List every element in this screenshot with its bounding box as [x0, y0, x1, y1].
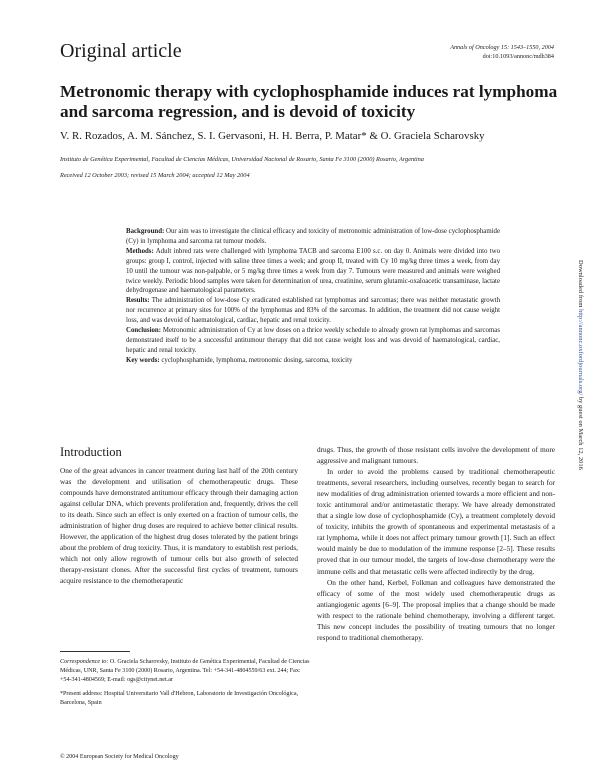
conclusion-label: Conclusion: [126, 327, 161, 335]
results-text: The administration of low-dose Cy eradicated established rat lymphomas and sarcomas; there was neither metastatic growth nor recurrence at primary sites for 100% of the lymphomas and 83% of the sarcomas. In addition, the treatment did not cause weight loss, and was devoid of haematological, cardiac, hepatic and renal toxicity. [126, 297, 500, 325]
paragraph: On the other hand, Kerbel, Folkman and colleagues have demonstrated the efficacy of some of the most widely used chemotherapeutic drugs as antiangiogenic agents [6–9]. The proposal implies that a change should be made with respect to the rationale behind chemotherapy, involving a different target. This new concept includes the possibility of treating tumours that no longer respond to traditional chemotherapy. [317, 578, 555, 642]
keywords-text: cyclophosphamide, lymphoma, metronomic dosing, sarcoma, toxicity [161, 356, 353, 364]
affiliation: Instituto de Genética Experimental, Facultad de Ciencias Médicas, Universidad Nacional de Rosario, Santa Fe 3100 (2000) Rosario, Argentina [60, 156, 424, 163]
abstract-background [126, 227, 500, 247]
paragraph: One of the great advances in cancer treatment during last half of the 20th century was the development and utilisation of chemotherapeutic drugs. These compounds have demonstrated antitumour efficacy through their damaging action against cellular DNA, which prevents proliferation and, frequently, drives the cell to its death. Since such an effect is only exerted on a fraction of tumour cells, the administration of higher drug doses are required to achieve better clinical results. However, the application of the highest drug doses tolerated by the patient brings about the problem of drug toxicity. Thus, it is mandatory to establish rest periods, which not only allow regrowth of tumour cells but also growth of selected therapy-resistant clones. After the successful first cycles of treatment, tumours acquire resistance to the chemotherapeutic [60, 467, 298, 586]
body-column-right [317, 445, 555, 644]
abstract-methods [126, 247, 500, 297]
body-column-left [60, 466, 298, 588]
correspondence-text: O. Graciela Scharovsky, Instituto de Genética Experimental, Facultad de Ciencias Médicas, UNR, Santa Fe 3100 (2000) Rosario, Argentina. Tel: +54-341-4804559/63 ext. 244; Fax: +54-341-4804569; E-mail: ogs@citynet.net.ar [60, 659, 310, 683]
results-label: Results: [126, 297, 150, 305]
journal-citation [450, 43, 554, 61]
article-title: Metronomic therapy with cyclophosphamide induces rat lymphoma and sarcoma regression, and is devoid of toxicity [60, 82, 558, 121]
abstract-conclusion [126, 326, 500, 356]
abstract-results [126, 296, 500, 326]
paragraph: In order to avoid the problems caused by traditional chemotherapeutic treatments, several researchers, including ourselves, recently began to search for new modalities of drug administration oriented towards a more efficient and non-toxic antitumoral and/or antimetastatic therapy. We have already demonstrated that a single low dose of cyclophosphamide (Cy), a treatment completely devoid of toxicity, inhibits the growth of spontaneous and experimental metastasis of a rat lymphoma, while it does not affect primary tumour growth [1]. Such an effect would mainly be due to modulation of the immune response [2–5]. These results proved that in our tumour model, the targets of low-dose chemotherapy were the immune cells and that metastatic cells were affected indirectly by the drug. [317, 468, 555, 576]
copyright: © 2004 European Society for Medical Oncology [60, 754, 179, 760]
side-note-link[interactable]: http://annonc.oxfordjournals.org/ [577, 309, 584, 396]
methods-text: Adult inbred rats were challenged with lymphoma TACB and sarcoma E100 s.c. on day 0. Animals were divided into two groups: group I, control, injected with saline three times a week; and group II, treated with Cy 10 mg/kg three times a week, from day 10 until the tumour was non-palpable, or 5 mg/kg three times a week from day 7. Tumours were measured and animals were weighed twice weekly. Periodic blood samples were taken for determination of urea, creatinine, serum glutamic-oxaloacetic transaminase, lactate dehydrogenase and haematological parameters. [126, 247, 501, 295]
correspondence-label: Correspondence to: [60, 659, 109, 665]
present-address-footnote: *Present address: Hospital Universitario Vall d'Hebron, Laboratorio de Investigación Oncológica, Barcelona, Spain [60, 691, 299, 706]
journal-line: Annals of Oncology 15: 1543–1550, 2004 [450, 44, 554, 51]
section-label: Original article [60, 40, 182, 62]
footnote-divider [60, 651, 130, 652]
methods-label: Methods: [126, 247, 154, 255]
abstract-keywords [126, 356, 500, 366]
abstract [126, 227, 500, 366]
footnotes [60, 658, 310, 713]
introduction-heading: Introduction [60, 445, 122, 459]
keywords-label: Key words: [126, 356, 160, 364]
background-text: Our aim was to investigate the clinical efficacy and toxicity of metronomic administration of low-dose cyclophosphamide (Cy) in lymphoma and sarcoma rat tumour models. [126, 228, 501, 245]
side-note-prefix: Downloaded from [577, 260, 584, 310]
background-label: Background: [126, 228, 165, 235]
paragraph: drugs. Thus, the growth of those resistant cells involve the development of more aggressive and malignant tumours. [317, 446, 555, 466]
publication-dates: Received 12 October 2003; revised 15 March 2004; accepted 12 May 2004 [60, 172, 250, 179]
doi[interactable]: doi:10.1093/annonc/mdh384 [482, 53, 554, 60]
download-side-note [577, 260, 584, 470]
author-list: V. R. Rozados, A. M. Sánchez, S. I. Gervasoni, H. H. Berra, P. Matar* & O. Graciela Scharovsky [60, 130, 485, 142]
conclusion-text: Metronomic administration of Cy at low doses on a thrice weekly schedule to already grown rat lymphomas and sarcomas demonstrated itself to be a successful antitumour therapy that did not cause weight loss and was devoid of haematological, cardiac, hepatic and renal toxicity. [126, 327, 500, 354]
correspondence-footnote [60, 658, 310, 685]
side-note-suffix: by guest on March 12, 2016 [577, 395, 584, 470]
